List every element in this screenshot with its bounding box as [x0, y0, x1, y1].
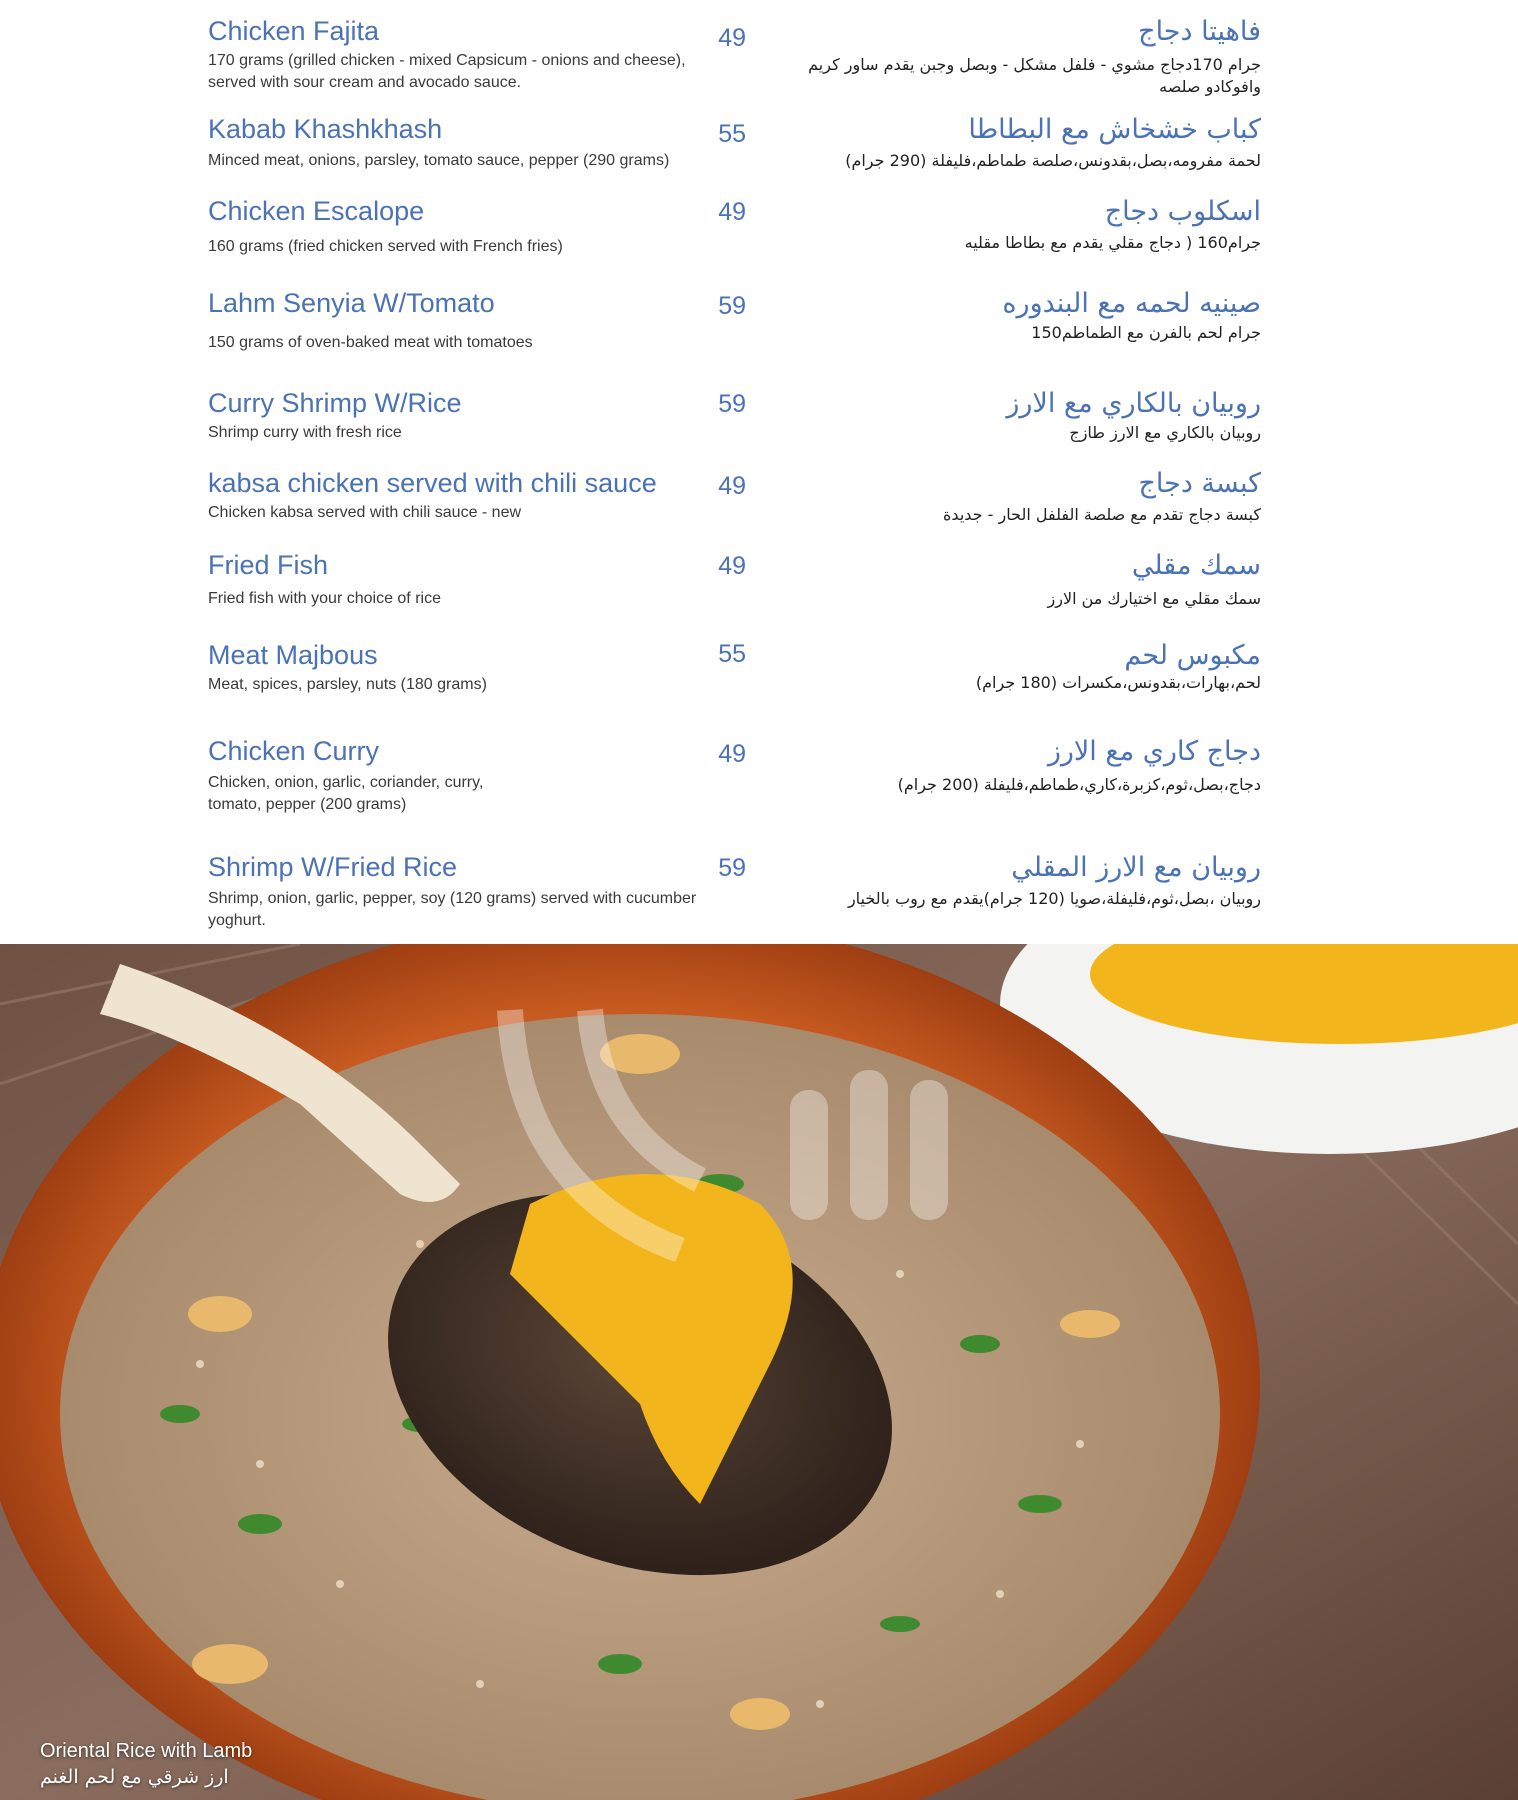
caption-en: Oriental Rice with Lamb	[40, 1740, 253, 1762]
item-name-en: Fried Fish	[208, 550, 329, 580]
item-name-en: Chicken Fajita	[208, 16, 380, 46]
item-price: 59	[718, 390, 746, 418]
item-description-en: Meat, spices, parsley, nuts (180 grams)	[208, 676, 487, 693]
item-price: 49	[718, 740, 746, 768]
item-description-en: 170 grams (grilled chicken - mixed Capsicum - onions and cheese), served with sour cream and avocado sauce.	[208, 52, 686, 91]
item-price: 55	[718, 120, 746, 148]
item-description-en: Chicken, onion, garlic, coriander, curry, tomato, pepper (200 grams)	[208, 774, 484, 813]
item-name-ar: فاهيتا دجاج	[1138, 16, 1261, 47]
item-description-en: Fried fish with your choice of rice	[208, 590, 441, 607]
item-name-ar: مكبوس لحم	[1124, 640, 1261, 671]
item-description-en: 160 grams (fried chicken served with French fries)	[208, 238, 563, 255]
caption-ar: ارز شرقي مع لحم الغنم	[40, 1766, 229, 1788]
item-name-ar: روبيان بالكاري مع الارز	[1006, 388, 1261, 419]
item-description-ar: روبيان بالكاري مع الارز طازج	[1069, 423, 1261, 442]
item-description-ar: جرام160 ( دجاج مقلي يقدم مع بطاطا مقليه	[964, 233, 1261, 252]
item-price: 49	[718, 198, 746, 226]
item-name-en: Lahm Senyia W/Tomato	[208, 288, 495, 318]
item-name-en: kabsa chicken served with chili sauce	[208, 468, 657, 498]
item-description-en: Shrimp, onion, garlic, pepper, soy (120 grams) served with cucumber yoghurt.	[208, 890, 697, 929]
item-description-ar: دجاج،بصل،ثوم،كزبرة،كاري،طماطم،فليفلة (200 جرام)	[897, 775, 1261, 794]
item-name-ar: كبسة دجاج	[1138, 468, 1261, 499]
item-description-ar: روبيان ،بصل،ثوم،فليفلة،صويا (120 جرام)يقدم مع روب بالخيار	[847, 889, 1261, 908]
item-name-ar: اسكلوب دجاج	[1104, 196, 1261, 227]
item-name-ar: صينيه لحمه مع البندوره	[1002, 288, 1261, 319]
item-description-ar: لحمة مفرومه،بصل،بقدونس،صلصة طماطم،فليفلة (290 جرام)	[845, 151, 1261, 170]
item-description-ar: لحم،بهارات،بقدونس،مكسرات (180 جرام)	[975, 673, 1261, 692]
item-name-en: Curry Shrimp W/Rice	[208, 388, 462, 418]
item-price: 55	[718, 640, 746, 668]
item-description-ar: جرام لحم بالفرن مع الطماطم150	[1031, 323, 1261, 342]
item-description-ar: سمك مقلي مع اختيارك من الارز	[1047, 589, 1261, 608]
item-name-ar: سمك مقلي	[1131, 550, 1261, 581]
item-description-ar: جرام 170دجاج مشوي - فلفل مشكل - وبصل وجبن يقدم ساور كريم وافوكادو صلصه	[808, 55, 1261, 96]
item-name-en: Kabab Khashkhash	[208, 114, 443, 144]
item-description-en: Shrimp curry with fresh rice	[208, 424, 402, 441]
item-name-ar: دجاج كاري مع الارز	[1047, 736, 1261, 767]
item-description-en: 150 grams of oven-baked meat with tomatoes	[208, 334, 533, 351]
item-price: 49	[718, 472, 746, 500]
item-name-en: Shrimp W/Fried Rice	[208, 852, 458, 882]
item-description-en: Minced meat, onions, parsley, tomato sauce, pepper (290 grams)	[208, 152, 670, 169]
item-description-ar: كبسة دجاج تقدم مع صلصة الفلفل الحار - جديدة	[943, 505, 1261, 524]
item-name-en: Meat Majbous	[208, 640, 378, 670]
item-description-en: Chicken kabsa served with chili sauce - new	[208, 504, 522, 521]
item-price: 59	[718, 292, 746, 320]
dish-photo	[0, 944, 1518, 1800]
photo-caption	[40, 1738, 252, 1790]
item-name-en: Chicken Curry	[208, 736, 380, 766]
item-name-ar: كباب خشخاش مع البطاطا	[968, 114, 1261, 145]
item-name-ar: روبيان مع الارز المقلي	[1011, 852, 1261, 883]
item-price: 49	[718, 552, 746, 580]
item-name-en: Chicken Escalope	[208, 196, 425, 226]
item-price: 49	[718, 24, 746, 52]
item-price: 59	[718, 854, 746, 882]
